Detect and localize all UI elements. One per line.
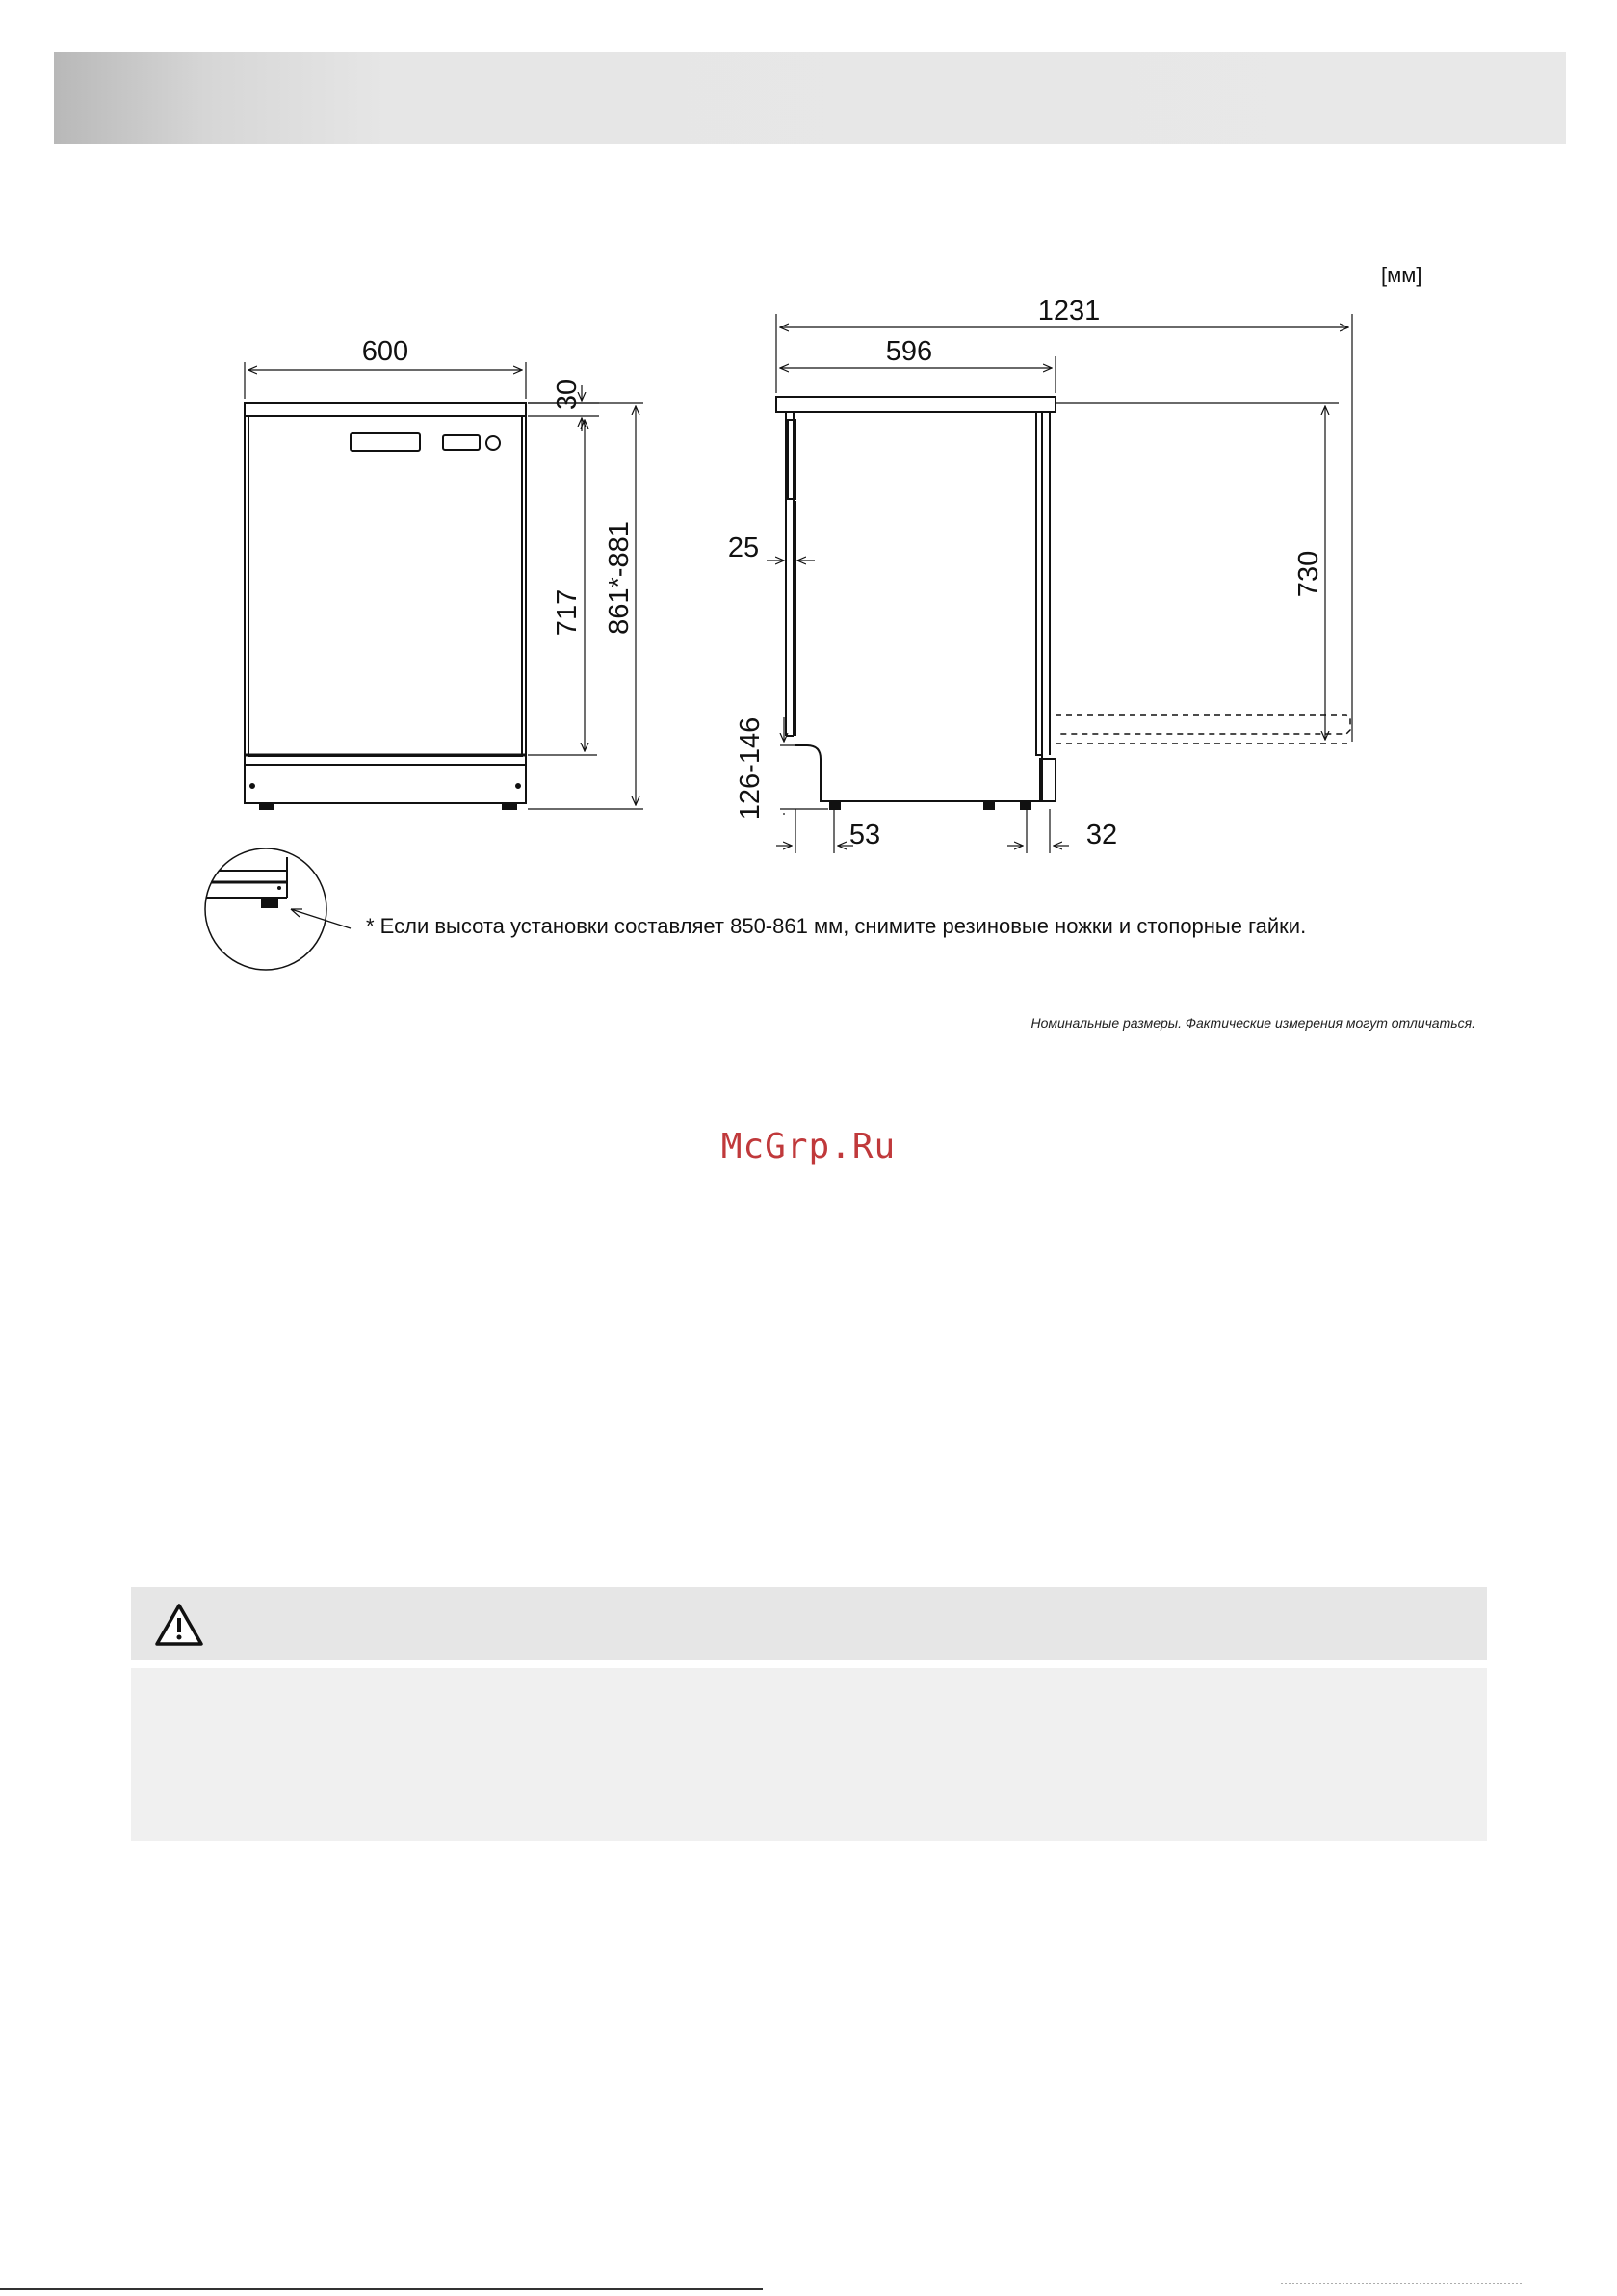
front-view xyxy=(245,403,526,809)
door-height-label: 717 xyxy=(552,588,583,637)
disclaimer-text: Номинальные размеры. Фактические измерения могут отличаться. xyxy=(1030,1015,1475,1031)
watermark-text: McGrp.Ru xyxy=(720,1127,897,1166)
countertop-height-label: 30 xyxy=(552,378,583,411)
side-view xyxy=(776,397,1056,809)
open-door-outline xyxy=(1056,715,1352,744)
footnote-text: * Если высота установки составляет 850-861 мм, снимите резиновые ножки и стопорные гайки. xyxy=(366,914,1307,938)
depth-label: 596 xyxy=(885,336,933,367)
warning-triangle-icon xyxy=(154,1603,204,1647)
warning-body xyxy=(131,1668,1487,1841)
open-door-height-label: 730 xyxy=(1293,550,1324,598)
side-dimensions xyxy=(767,314,1352,853)
unit-label: [мм] xyxy=(1381,263,1422,287)
footer-rule xyxy=(0,2288,763,2290)
warning-header xyxy=(131,1587,1487,1660)
plinth-height-label: 126-146 xyxy=(735,717,766,821)
front-width-label: 600 xyxy=(361,336,409,367)
front-foot-offset-label: 53 xyxy=(848,820,881,850)
dimension-drawing xyxy=(0,0,1617,1059)
door-thickness-label: 25 xyxy=(727,533,760,563)
rear-offset-label: 32 xyxy=(1085,820,1118,850)
door-open-depth-label: 1231 xyxy=(1037,296,1101,326)
total-height-label: 861*-881 xyxy=(604,521,635,635)
foot-detail-view xyxy=(193,848,351,970)
